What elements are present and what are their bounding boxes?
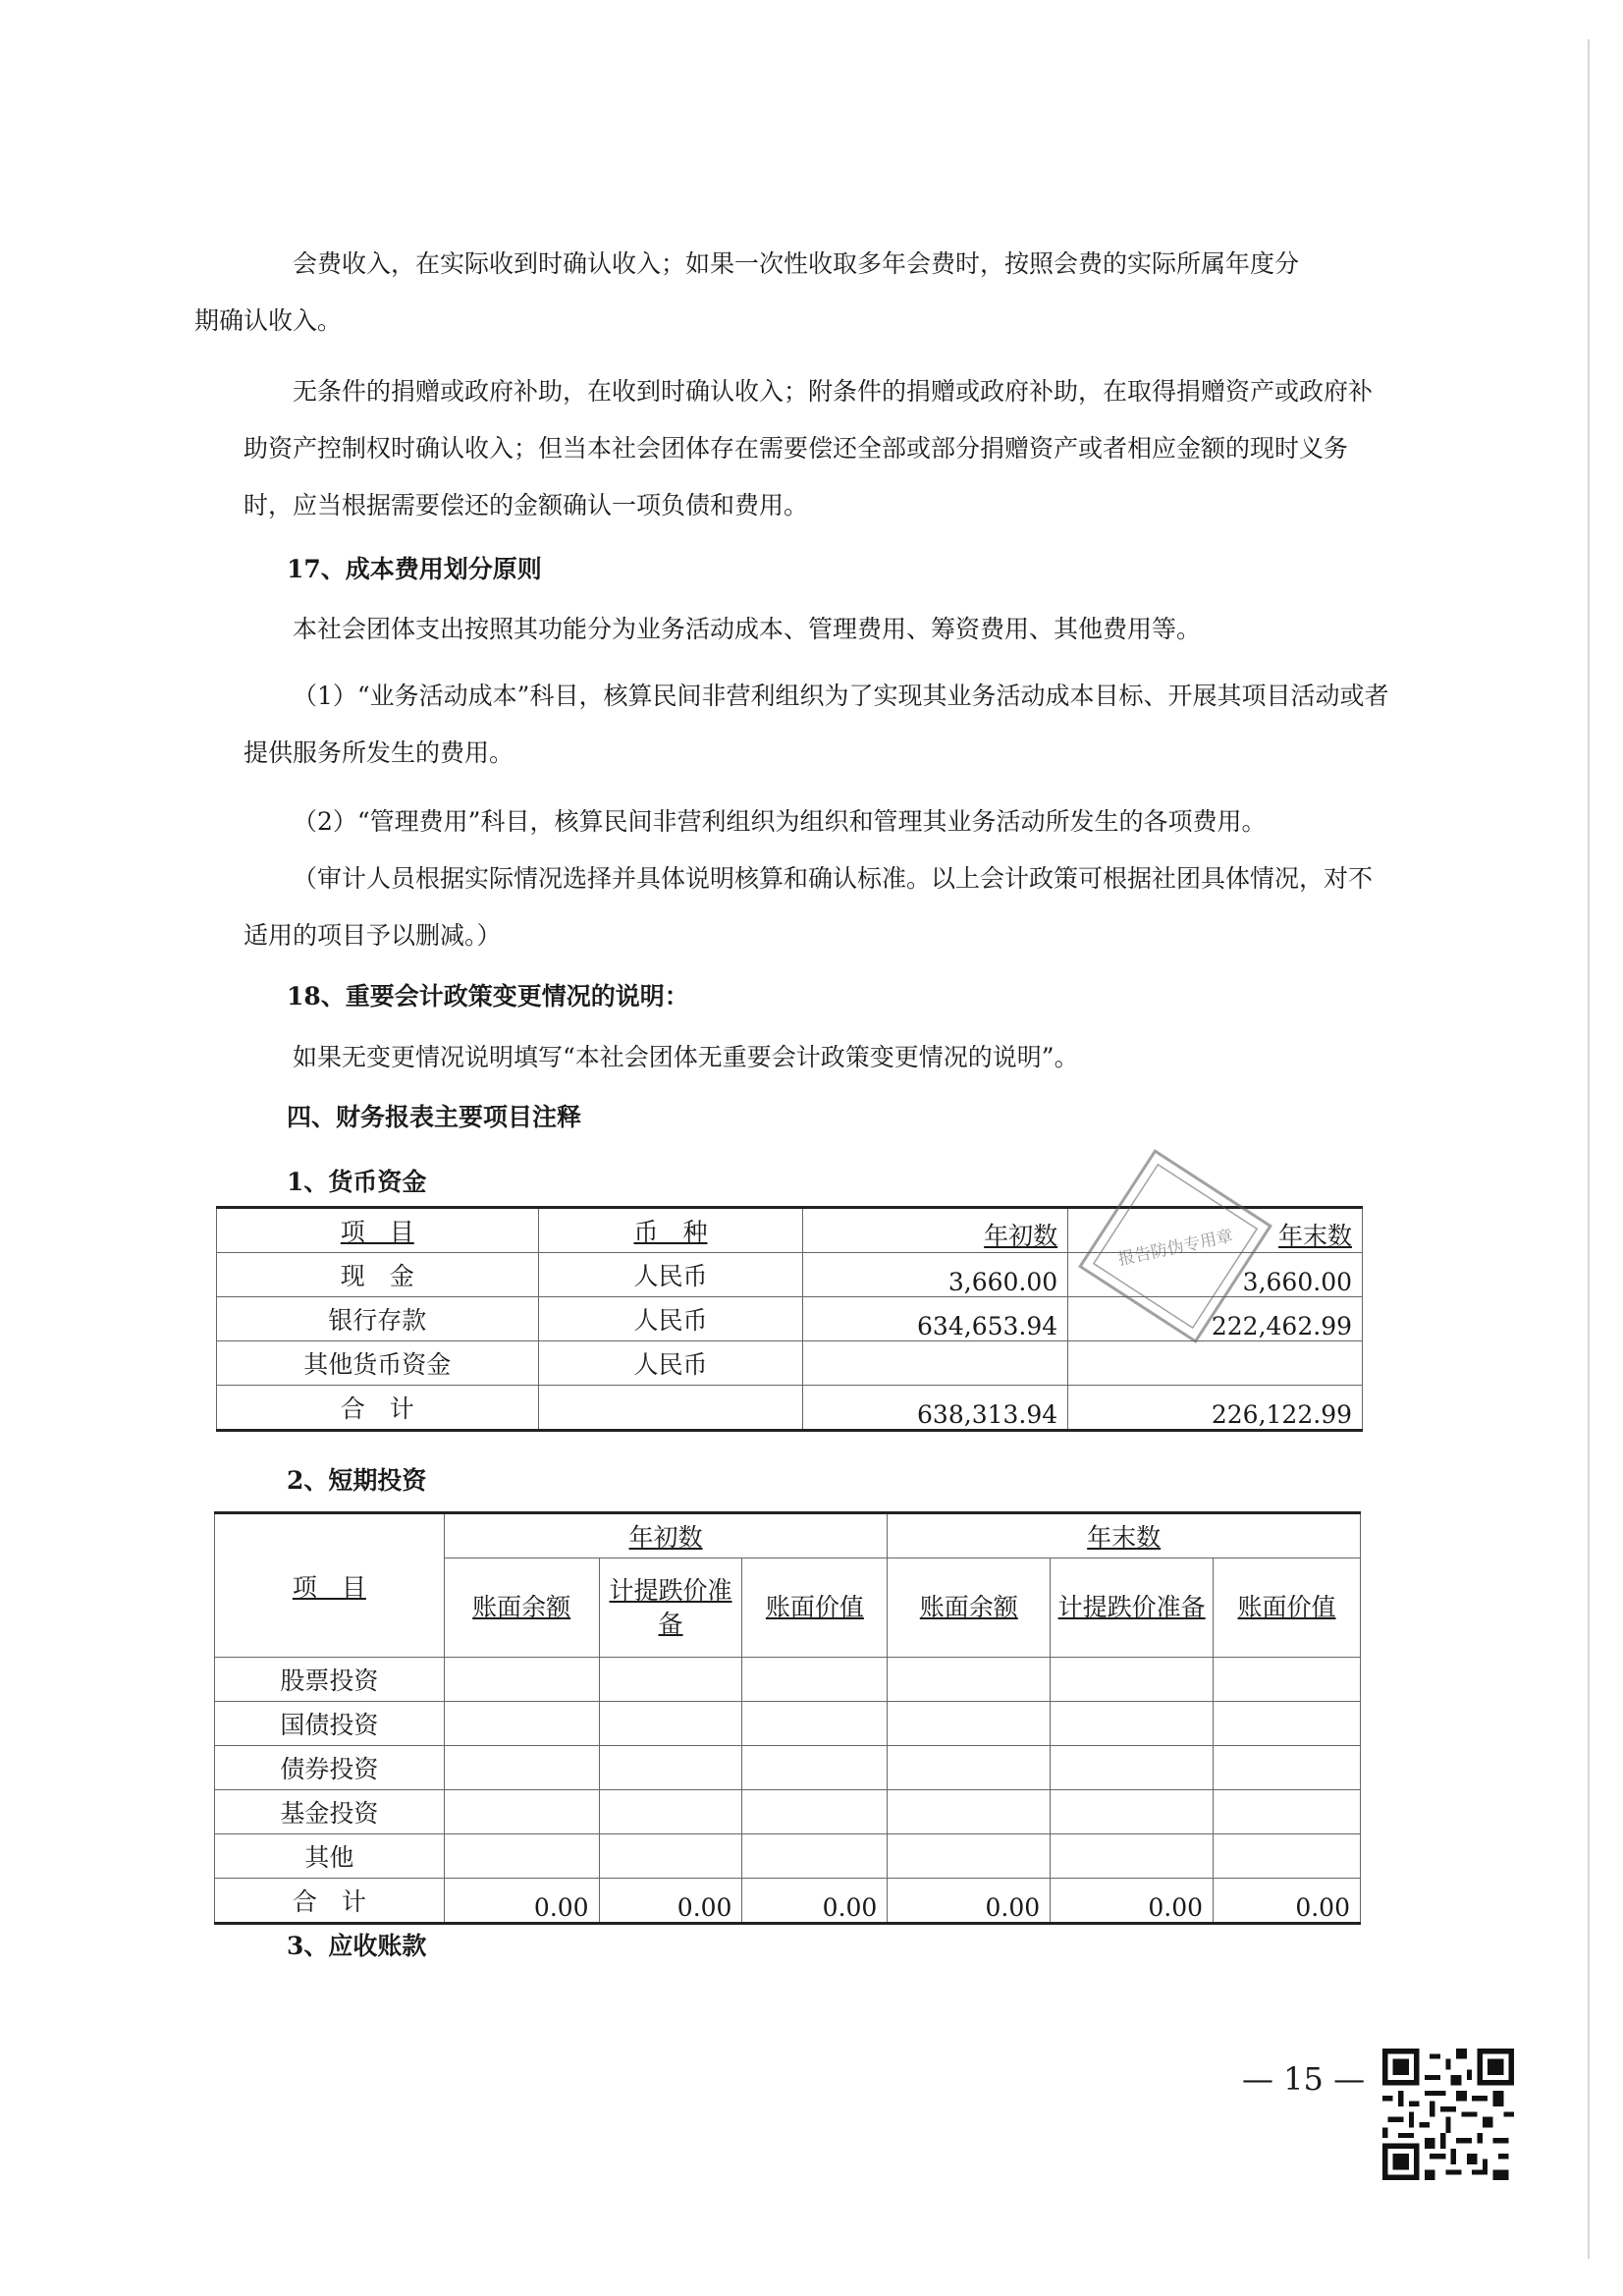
investment-header-item: 项 目: [292, 1572, 366, 1602]
investment-row-label: 国债投资: [215, 1702, 445, 1746]
cash-total-currency: [538, 1386, 803, 1431]
cash-total-begin: 638,313.94: [803, 1386, 1068, 1431]
investment-row-label: 基金投资: [215, 1790, 445, 1834]
cash-row-end: 222,462.99: [1068, 1297, 1363, 1341]
investment-sub-header-cell: 计提跌价准备: [1057, 1593, 1206, 1621]
investment-sub-header-cell: 账面余额: [919, 1593, 1018, 1621]
investment-total-value: 0.00: [444, 1879, 599, 1924]
cash-total-row: [217, 1386, 1363, 1431]
cash-row-begin: [803, 1341, 1068, 1386]
investment-total-value: 0.00: [742, 1879, 888, 1924]
heading-short-term-investment: 2、短期投资: [287, 1466, 427, 1495]
investment-table: [214, 1511, 1361, 1925]
table-row: [215, 1658, 1361, 1702]
investment-total-row: [215, 1879, 1361, 1924]
cash-row-currency: 人民币: [538, 1297, 803, 1341]
investment-total-value: 0.00: [599, 1879, 742, 1924]
cash-row-end: 3,660.00: [1068, 1253, 1363, 1297]
paragraph-auditor-note: （审计人员根据实际情况选择并具体说明核算和确认标准。以上会计政策可根据社团具体情况，对不适用的项目予以删减。）: [243, 864, 1374, 950]
paragraph-donation: 无条件的捐赠或政府补助，在收到时确认收入；附条件的捐赠或政府补助，在取得捐赠资产或政府补助资产控制权时确认收入；但当本社会团体存在需要偿还全部或部分捐赠资产或者相应金额的现时义务时，应当根据需要偿还的金额确认一项负债和费用。: [243, 377, 1374, 519]
investment-row-label: 债券投资: [215, 1746, 445, 1790]
investment-header-end: 年末数: [1087, 1523, 1162, 1552]
page-number: — 15 —: [1242, 2060, 1366, 2098]
investment-group-header: [215, 1513, 1361, 1558]
scan-edge-line: [1588, 39, 1590, 2259]
paragraph-business-cost: （1）“业务活动成本”科目，核算民间非营利组织为了实现其业务活动成本目标、开展其项目活动或者提供服务所发生的费用。: [243, 682, 1389, 767]
table-row: [215, 1746, 1361, 1790]
investment-sub-header-cell: 账面余额: [472, 1593, 571, 1621]
investment-sub-header-cell: 账面价值: [765, 1593, 864, 1621]
qr-code-icon: [1382, 2049, 1514, 2180]
investment-sub-header-cell: 账面价值: [1237, 1593, 1336, 1621]
paragraph-fee-income: [194, 236, 1392, 350]
cash-header-currency: 币 种: [633, 1218, 708, 1246]
cash-row-item: 银行存款: [217, 1297, 539, 1341]
cash-row-item: 其他货币资金: [217, 1341, 539, 1386]
table-row: [215, 1834, 1361, 1879]
cash-row-currency: 人民币: [538, 1341, 803, 1386]
cash-header-end: 年末数: [1277, 1222, 1352, 1250]
investment-header-begin: 年初数: [628, 1523, 703, 1552]
paragraph-fee-income-line1: 会费收入，在实际收到时确认收入；如果一次性收取多年会费时，按照会费的实际所属年度分: [293, 249, 1300, 278]
table-row: [215, 1702, 1361, 1746]
cash-total-end: 226,122.99: [1068, 1386, 1363, 1431]
heading-18: 18、重要会计政策变更情况的说明：: [287, 982, 689, 1011]
paragraph-management-fee: （2）“管理费用”科目，核算民间非营利组织为组织和管理其业务活动所发生的各项费用。: [293, 807, 1267, 836]
cash-row-item: 现 金: [217, 1253, 539, 1297]
investment-row-label: 股票投资: [215, 1658, 445, 1702]
heading-section-4: 四、财务报表主要项目注释: [287, 1103, 582, 1131]
cash-header-item: 项 目: [340, 1218, 414, 1246]
heading-receivables: 3、应收账款: [287, 1932, 427, 1960]
investment-total-label: 合 计: [215, 1879, 445, 1924]
investment-sub-header-cell: 计提跌价准备: [609, 1576, 732, 1638]
investment-total-value: 0.00: [888, 1879, 1051, 1924]
stamp-label: 报告防伪专用章: [1116, 1226, 1235, 1271]
investment-total-value: 0.00: [1051, 1879, 1214, 1924]
cash-row-begin: 3,660.00: [803, 1253, 1068, 1297]
paragraph-policy-change: 如果无变更情况说明填写“本社会团体无重要会计政策变更情况的说明”。: [293, 1043, 1079, 1071]
cash-row-currency: 人民币: [538, 1253, 803, 1297]
cash-total-item: 合 计: [217, 1386, 539, 1431]
cash-header-begin: 年初数: [984, 1222, 1058, 1250]
paragraph-expense-classification: 本社会团体支出按照其功能分为业务活动成本、管理费用、筹资费用、其他费用等。: [293, 615, 1202, 643]
heading-17: 17、成本费用划分原则: [287, 555, 542, 583]
investment-row-label: 其他: [215, 1834, 445, 1879]
audit-stamp: [1053, 1123, 1297, 1368]
cash-row-begin: 634,653.94: [803, 1297, 1068, 1341]
paragraph-fee-income-line2: 期确认收入。: [194, 306, 343, 335]
heading-cash: 1、货币资金: [287, 1168, 427, 1196]
table-row: [215, 1790, 1361, 1834]
investment-total-value: 0.00: [1214, 1879, 1361, 1924]
